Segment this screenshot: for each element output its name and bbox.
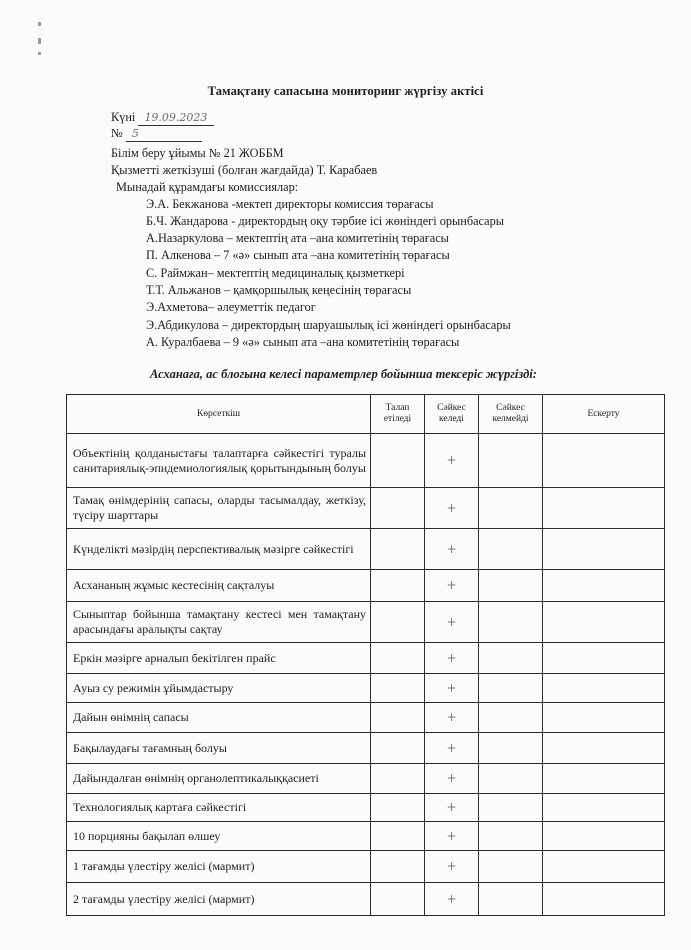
noncompliant-cell [479,851,543,883]
compliant-mark: + [425,883,479,916]
number-line [111,126,202,142]
indicator-cell: 1 тағамды үлестіру желісі (мармит) [67,851,371,883]
indicator-cell: Технологиялық картаға сәйкестігі [67,794,371,822]
table-row [67,703,665,733]
commission-member: А. Куралбаева – 9 «ә» сынып ата –ана комитетінің төрағасы [146,335,460,349]
table-row [67,733,665,764]
required-cell [371,488,425,529]
compliant-mark: + [425,488,479,529]
required-cell [371,434,425,488]
noncompliant-cell [479,703,543,733]
table-row [67,643,665,674]
indicator-cell: Күнделікті мәзірдің перспективалық мәзірге сәйкестігі [67,529,371,570]
required-cell [371,529,425,570]
noncompliant-cell [479,822,543,851]
note-cell [543,794,665,822]
date-field [138,110,214,126]
commission-member: Т.Т. Альжанов – қамқоршылық кеңесінің төрағасы [146,283,412,297]
required-cell [371,764,425,794]
required-cell [371,822,425,851]
table-row [67,529,665,570]
noncompliant-cell [479,570,543,602]
note-cell [543,764,665,794]
indicator-cell: Тамақ өнімдерінің сапасы, оларды тасымалдау, жеткізу, түсіру шарттары [67,488,371,529]
inspection-table [66,394,665,916]
compliant-mark: + [425,822,479,851]
school-line: Білім беру ұйымы № 21 ЖОББМ [111,146,284,160]
noncompliant-cell [479,764,543,794]
noncompliant-cell [479,488,543,529]
commission-member: А.Назаркулова – мектептің ата –ана комитетінің төрағасы [146,231,449,245]
date-label: Күні [111,110,136,124]
note-cell [543,529,665,570]
compliant-mark: + [425,703,479,733]
indicator-cell: Ауыз су режимін ұйымдастыру [67,674,371,703]
required-cell [371,602,425,643]
compliant-mark: + [425,851,479,883]
header-note: Ескерту [543,395,665,434]
note-cell [543,703,665,733]
compliant-mark: + [425,674,479,703]
compliant-mark: + [425,764,479,794]
commission-member: Э.Ахметова– әлеуметтік педагог [146,300,316,314]
required-cell [371,733,425,764]
noncompliant-cell [479,434,543,488]
required-cell [371,794,425,822]
noncompliant-cell [479,643,543,674]
table-row [67,488,665,529]
required-cell [371,570,425,602]
note-cell [543,643,665,674]
noncompliant-cell [479,674,543,703]
number-value: 5 [131,127,139,140]
note-cell [543,488,665,529]
required-cell [371,851,425,883]
note-cell [543,851,665,883]
commission-member: П. Алкенова – 7 «ә» сынып ата –ана комитетінің төрағасы [146,248,450,262]
commission-member: С. Раймжан– мектептің медициналық қызметкері [146,266,405,280]
indicator-cell: Бақылаудағы тағамның болуы [67,733,371,764]
table-row [67,794,665,822]
noncompliant-cell [479,529,543,570]
indicator-cell: Дайын өнімнің сапасы [67,703,371,733]
number-field [126,126,202,142]
provider-line: Қызметті жеткізуші (болған жағдайда) Т. Карабаев [111,163,378,177]
indicator-cell: Объектінің қолданыстағы талаптарға сәйкестігі туралы санитариялық-эпидемиологиялық қорытындының болуы [67,434,371,488]
indicator-cell: 2 тағамды үлестіру желісі (мармит) [67,883,371,916]
compliant-mark: + [425,643,479,674]
table-row [67,674,665,703]
number-label: № [111,126,123,140]
margin-mark [38,38,41,44]
noncompliant-cell [479,733,543,764]
indicator-cell: Дайындалған өнімнің органолептикалыққасиеті [67,764,371,794]
noncompliant-cell [479,794,543,822]
compliant-mark: + [425,529,479,570]
table-row [67,764,665,794]
indicator-cell: Сыныптар бойынша тамақтану кестесі мен тамақтану арасындағы аралықты сақтау [67,602,371,643]
table-header-row [67,395,665,434]
commission-intro: Мынадай құрамдағы комиссиялар: [116,180,299,194]
table-row [67,602,665,643]
table-row [67,570,665,602]
noncompliant-cell [479,602,543,643]
note-cell [543,733,665,764]
note-cell [543,674,665,703]
note-cell [543,822,665,851]
noncompliant-cell [479,883,543,916]
margin-mark [38,22,41,26]
compliant-mark: + [425,794,479,822]
compliant-mark: + [425,434,479,488]
compliant-mark: + [425,570,479,602]
header-compliant: Сәйкес келеді [425,395,479,434]
table-row [67,883,665,916]
header-required: Талап етіледі [371,395,425,434]
table-row [67,822,665,851]
commission-member: Э.А. Бекжанова -мектеп директоры комиссия төрағасы [146,197,434,211]
date-line [111,110,214,126]
header-noncompliant: Сәйкес келмейді [479,395,543,434]
note-cell [543,434,665,488]
margin-mark [38,52,41,55]
note-cell [543,883,665,916]
table-row [67,851,665,883]
table-row [67,434,665,488]
required-cell [371,703,425,733]
commission-member: Э.Абдикулова – директордың шаруашылық ісі жөніндегі орынбасары [146,318,511,332]
indicator-cell: 10 порцияны бақылап өлшеу [67,822,371,851]
document-title: Тамақтану сапасына мониторинг жүргізу актісі [207,84,484,98]
note-cell [543,570,665,602]
required-cell [371,883,425,916]
inspection-subtitle: Асханаға, ас блогына келесі параметрлер бойынша тексеріс жүргізді: [150,367,537,381]
date-value: 19.09.2023 [144,111,208,124]
required-cell [371,643,425,674]
required-cell [371,674,425,703]
header-indicator: Көрсеткіш [67,395,371,434]
note-cell [543,602,665,643]
compliant-mark: + [425,733,479,764]
commission-member: Б.Ч. Жандарова - директордың оқу тәрбие ісі жөніндегі орынбасары [146,214,505,228]
indicator-cell: Еркін мәзірге арналып бекітілген прайс [67,643,371,674]
compliant-mark: + [425,602,479,643]
indicator-cell: Асхананың жұмыс кестесінің сақталуы [67,570,371,602]
